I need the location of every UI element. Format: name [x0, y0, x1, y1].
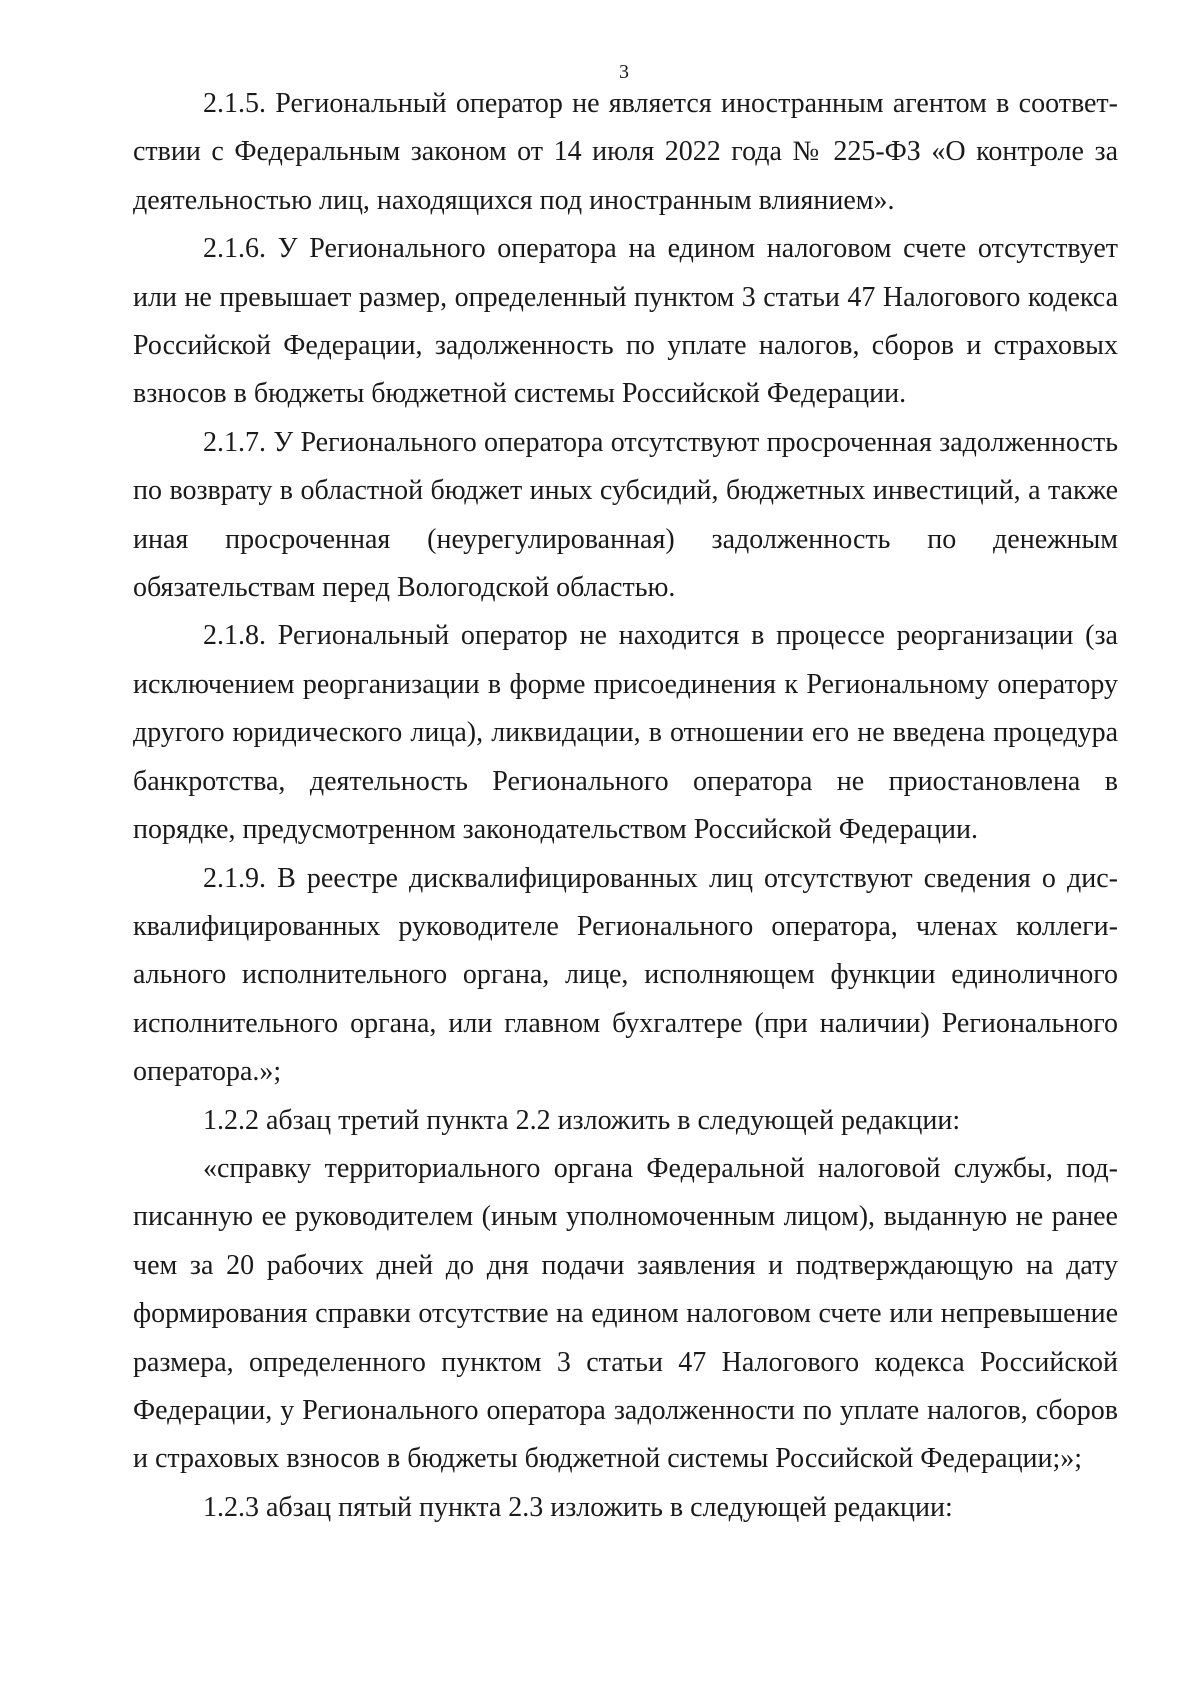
document-body: [133, 80, 1118, 1532]
paragraph-2-1-6: 2.1.6. У Регионального оператора на едином налоговом счете отсутствует или не превышает размер, определенный пунктом 3 статьи 47 Налогового кодекса Российской Федерации, задолженность по уплате налогов, сборов и страховых взносов в бюджеты бюджетной системы Российской Федерации.: [133, 233, 1118, 410]
paragraph-2-1-5: 2.1.5. Региональный оператор не является иностранным агентом в соответствии с Федеральным законом от 14 июля 2022 года № 225-ФЗ «О контроле за деятельностью лиц, находящихся под иностранным влиянием».: [133, 88, 1118, 216]
paragraph-1-2-3: 1.2.3 абзац пятый пункта 2.3 изложить в следующей редакции:: [203, 1491, 953, 1523]
page-number: 3: [619, 61, 629, 83]
paragraph-certificate: «справку территориального органа Федеральной налоговой службы, подписанную ее руководителем (иным уполномоченным лицом), выданную не ранее чем за 20 рабочих дней до дня подачи заявления и подтверждающую на дату формирования справки отсутствие на едином налоговом счете или непревышение размера, определенного пунктом 3 статьи 47 Налогового кодекса Российской Федерации, у Регионального оператора задолженности по уплате налогов, сборов и страховых взносов в бюджеты бюджетной системы Российской Федерации;»;: [133, 1152, 1118, 1475]
paragraph-1-2-2: 1.2.2 абзац третий пункта 2.2 изложить в следующей редакции:: [203, 1104, 961, 1136]
paragraph-2-1-8: 2.1.8. Региональный оператор не находится в процессе реорганизации (за исключением реорганизации в форме присоединения к Региональному оператору другого юридического лица), ликвидации, в отношении его не введена процедура банкротства, деятельность Регионального оператора не приостановлена в порядке, предусмотренном законодательством Российской Федерации.: [133, 620, 1118, 846]
paragraph-2-1-9: 2.1.9. В реестре дисквалифицированных лиц отсутствуют сведения о дисквалифицированных руководителе Регионального оператора, членах коллегиального исполнительного органа, лице, исполняющем функции единоличного исполнительного органа, или главном бухгалтере (при наличии) Регионального оператора.»;: [133, 862, 1118, 1088]
paragraph-2-1-7: 2.1.7. У Регионального оператора отсутствуют просроченная задолженность по возврату в областной бюджет иных субсидий, бюджетных инвестиций, а также иная просроченная (неурегулированная) задолженность по денежным обязательствам перед Вологодской областью.: [133, 426, 1118, 604]
